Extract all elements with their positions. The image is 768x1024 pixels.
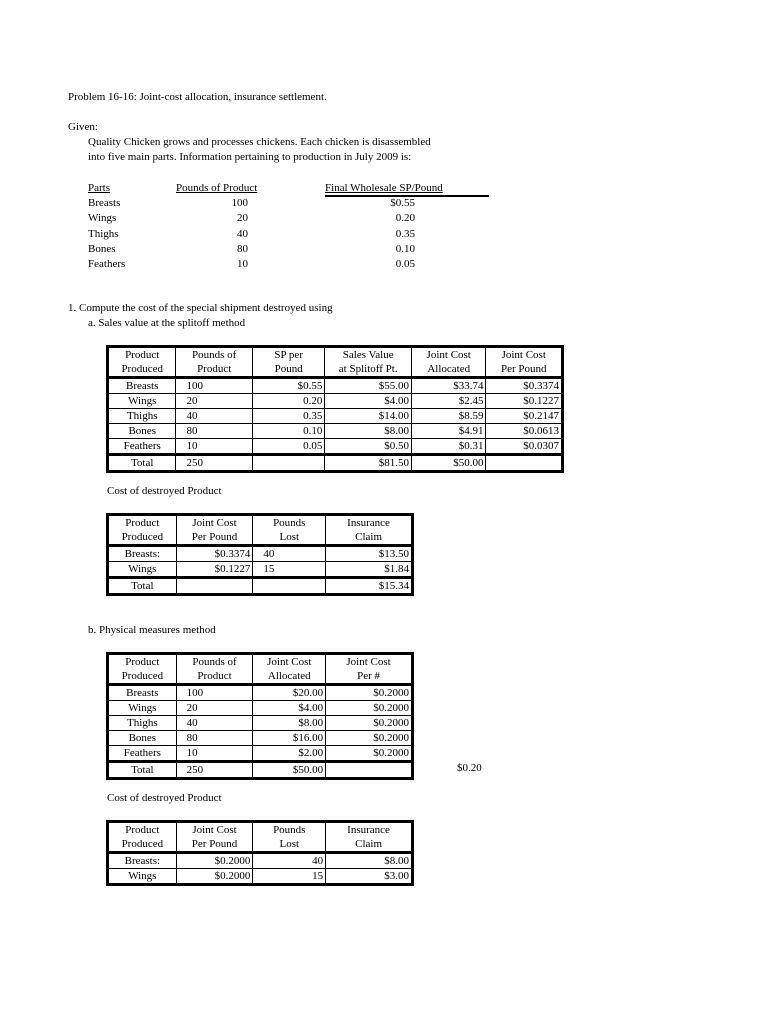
given-line-2: into five main parts. Information pertaining to production in July 2009 is: <box>88 151 412 163</box>
total-row <box>108 762 413 779</box>
total-cell <box>486 455 563 472</box>
table-cell: $4.91 <box>411 424 485 439</box>
table-cell: $0.1227 <box>176 562 253 578</box>
parts-cell: 0.20 <box>395 212 415 225</box>
physical-measures-table <box>106 652 414 780</box>
table-cell: $14.00 <box>325 409 412 424</box>
table-cell: $8.00 <box>325 424 412 439</box>
table-row <box>108 394 563 409</box>
header-cell: SP per <box>252 347 324 363</box>
total-cell: Total <box>108 578 177 595</box>
total-row <box>108 578 413 595</box>
table-row <box>108 853 413 869</box>
header-row <box>108 530 413 546</box>
header-cell: Joint Cost <box>253 654 326 670</box>
table-cell: 20 <box>176 394 253 409</box>
table-cell: 0.35 <box>252 409 324 424</box>
header-row <box>108 347 563 363</box>
table-cell: $0.2000 <box>326 685 413 701</box>
header-cell: Produced <box>108 530 177 546</box>
table-row <box>108 869 413 885</box>
header-cell: Per Pound <box>176 530 253 546</box>
header-cell: Joint Cost <box>326 654 413 670</box>
problem-title: Problem 16-16: Joint-cost allocation, insurance settlement. <box>68 91 327 103</box>
table-cell: 40 <box>176 409 253 424</box>
parts-cell: Bones <box>88 242 116 255</box>
parts-cell: Thighs <box>88 227 119 240</box>
header-cell: Product <box>176 362 253 378</box>
table-cell: $0.2000 <box>326 701 413 716</box>
header-cell: Sales Value <box>325 347 412 363</box>
header-cell: Joint Cost <box>486 347 563 363</box>
side-value: $0.20 <box>457 762 482 774</box>
header-cell: Joint Cost <box>176 515 253 531</box>
table-cell: Feathers <box>108 746 177 762</box>
table-cell: $0.2000 <box>176 869 253 885</box>
table-cell: Wings <box>108 869 177 885</box>
table-cell: 100 <box>176 685 253 701</box>
header-cell: Produced <box>108 362 176 378</box>
header-cell: Produced <box>108 669 177 685</box>
given-line-1: Quality Chicken grows and processes chickens. Each chicken is disassembled <box>88 136 431 148</box>
table-cell: 40 <box>253 853 326 869</box>
table-cell: $0.50 <box>325 439 412 455</box>
header-row <box>108 822 413 838</box>
table-cell: $0.0307 <box>486 439 563 455</box>
table-row <box>108 746 413 762</box>
table-cell: 80 <box>176 424 253 439</box>
table-cell: Bones <box>108 424 176 439</box>
parts-cell: 0.05 <box>395 258 415 271</box>
table-cell: Wings <box>108 562 177 578</box>
table-cell: $0.0613 <box>486 424 563 439</box>
parts-cell: 10 <box>237 258 248 271</box>
parts-cell: 80 <box>237 242 248 255</box>
table-row <box>108 685 413 701</box>
table-row <box>108 716 413 731</box>
header-row <box>108 515 413 531</box>
header-cell: Pounds of <box>176 347 253 363</box>
question-1: 1. Compute the cost of the special shipment destroyed using <box>68 302 333 314</box>
parts-header-pounds: Pounds of Product <box>176 182 258 194</box>
table-cell: Breasts <box>108 685 177 701</box>
parts-cell: 40 <box>237 227 248 240</box>
parts-cell: 100 <box>231 197 248 209</box>
table-cell: $0.2147 <box>486 409 563 424</box>
table-cell: 0.05 <box>252 439 324 455</box>
table-cell: $4.00 <box>253 701 326 716</box>
header-cell: Joint Cost <box>176 822 253 838</box>
total-cell <box>326 762 413 779</box>
table-cell: $0.55 <box>252 378 324 394</box>
insurance-claim-table-a <box>106 513 414 596</box>
table-row <box>108 378 563 394</box>
total-cell: $15.34 <box>326 578 413 595</box>
header-cell: Claim <box>326 837 413 853</box>
header-cell: Per Pound <box>486 362 563 378</box>
header-cell: Product <box>176 669 253 685</box>
table-cell: $20.00 <box>253 685 326 701</box>
table-cell: $8.00 <box>326 853 413 869</box>
table-cell: $2.00 <box>253 746 326 762</box>
header-cell: Produced <box>108 837 177 853</box>
header-cell: Lost <box>253 837 326 853</box>
table-cell: $8.59 <box>411 409 485 424</box>
table-cell: Wings <box>108 394 176 409</box>
table-cell: Thighs <box>108 716 177 731</box>
table-cell: $0.2000 <box>326 731 413 746</box>
total-cell: 250 <box>176 762 253 779</box>
table-cell: $0.2000 <box>326 746 413 762</box>
header-cell: Product <box>108 654 177 670</box>
total-cell: Total <box>108 455 176 472</box>
parts-cell: 20 <box>237 212 248 225</box>
table-cell: $2.45 <box>411 394 485 409</box>
table-cell: 100 <box>176 378 253 394</box>
table-cell: $3.00 <box>326 869 413 885</box>
parts-cell: 0.10 <box>395 242 415 255</box>
header-row <box>108 362 563 378</box>
table-cell: 15 <box>253 562 326 578</box>
table-cell: $33.74 <box>411 378 485 394</box>
table-row <box>108 546 413 562</box>
total-cell: $50.00 <box>411 455 485 472</box>
cost-destroyed-label-a: Cost of destroyed Product <box>107 485 222 497</box>
total-cell: $81.50 <box>325 455 412 472</box>
parts-cell: 0.35 <box>395 227 415 240</box>
table-cell: 15 <box>253 869 326 885</box>
table-cell: Feathers <box>108 439 176 455</box>
table-cell: $0.2000 <box>326 716 413 731</box>
header-cell: Pounds <box>253 822 326 838</box>
header-cell: Lost <box>253 530 326 546</box>
table-cell: Bones <box>108 731 177 746</box>
table-row <box>108 731 413 746</box>
header-row <box>108 654 413 670</box>
header-cell: Product <box>108 347 176 363</box>
insurance-claim-table-b <box>106 820 414 886</box>
table-row <box>108 701 413 716</box>
header-cell: Insurance <box>326 822 413 838</box>
table-cell: $0.2000 <box>176 853 253 869</box>
header-cell: Insurance <box>326 515 413 531</box>
table-cell: $0.1227 <box>486 394 563 409</box>
total-cell <box>252 455 324 472</box>
header-cell: Allocated <box>411 362 485 378</box>
table-cell: Breasts: <box>108 853 177 869</box>
table-cell: Wings <box>108 701 177 716</box>
parts-cell: Feathers <box>88 258 126 271</box>
header-cell: Pounds of <box>176 654 253 670</box>
header-row <box>108 669 413 685</box>
sales-value-table <box>106 345 564 473</box>
header-cell: Product <box>108 822 177 838</box>
table-row <box>108 562 413 578</box>
question-1a: a. Sales value at the splitoff method <box>88 317 246 329</box>
table-cell: 40 <box>253 546 326 562</box>
total-cell: 250 <box>176 455 253 472</box>
table-cell: $1.84 <box>326 562 413 578</box>
table-cell: 0.20 <box>252 394 324 409</box>
table-cell: 20 <box>176 701 253 716</box>
table-row <box>108 424 563 439</box>
given-label: Given: <box>68 121 98 133</box>
table-cell: $55.00 <box>325 378 412 394</box>
table-row <box>108 409 563 424</box>
total-cell <box>176 578 253 595</box>
table-cell: $13.50 <box>326 546 413 562</box>
table-cell: $0.3374 <box>486 378 563 394</box>
total-cell <box>253 578 326 595</box>
header-cell: at Splitoff Pt. <box>325 362 412 378</box>
header-cell: Per Pound <box>176 837 253 853</box>
header-cell: Product <box>108 515 177 531</box>
total-cell: $50.00 <box>253 762 326 779</box>
table-cell: 80 <box>176 731 253 746</box>
table-cell: 0.10 <box>252 424 324 439</box>
header-cell: Per # <box>326 669 413 685</box>
header-cell: Pound <box>252 362 324 378</box>
table-cell: Breasts: <box>108 546 177 562</box>
table-cell: $8.00 <box>253 716 326 731</box>
parts-header-parts: Parts <box>88 182 110 194</box>
table-cell: $16.00 <box>253 731 326 746</box>
total-cell: Total <box>108 762 177 779</box>
header-cell: Claim <box>326 530 413 546</box>
parts-cell: Wings <box>88 212 117 225</box>
header-cell: Allocated <box>253 669 326 685</box>
parts-header-price: Final Wholesale SP/Pound <box>325 182 443 194</box>
table-cell: $0.3374 <box>176 546 253 562</box>
cost-destroyed-label-b: Cost of destroyed Product <box>107 792 222 804</box>
table-cell: 10 <box>176 746 253 762</box>
header-cell: Joint Cost <box>411 347 485 363</box>
table-cell: Thighs <box>108 409 176 424</box>
table-cell: $4.00 <box>325 394 412 409</box>
header-row <box>108 837 413 853</box>
parts-cell: $0.55 <box>390 197 415 209</box>
table-cell: $0.31 <box>411 439 485 455</box>
table-cell: Breasts <box>108 378 176 394</box>
table-cell: 40 <box>176 716 253 731</box>
table-row <box>108 439 563 455</box>
table-cell: 10 <box>176 439 253 455</box>
header-cell: Pounds <box>253 515 326 531</box>
question-1b: b. Physical measures method <box>88 624 216 636</box>
total-row <box>108 455 563 472</box>
parts-cell: Breasts <box>88 197 121 209</box>
